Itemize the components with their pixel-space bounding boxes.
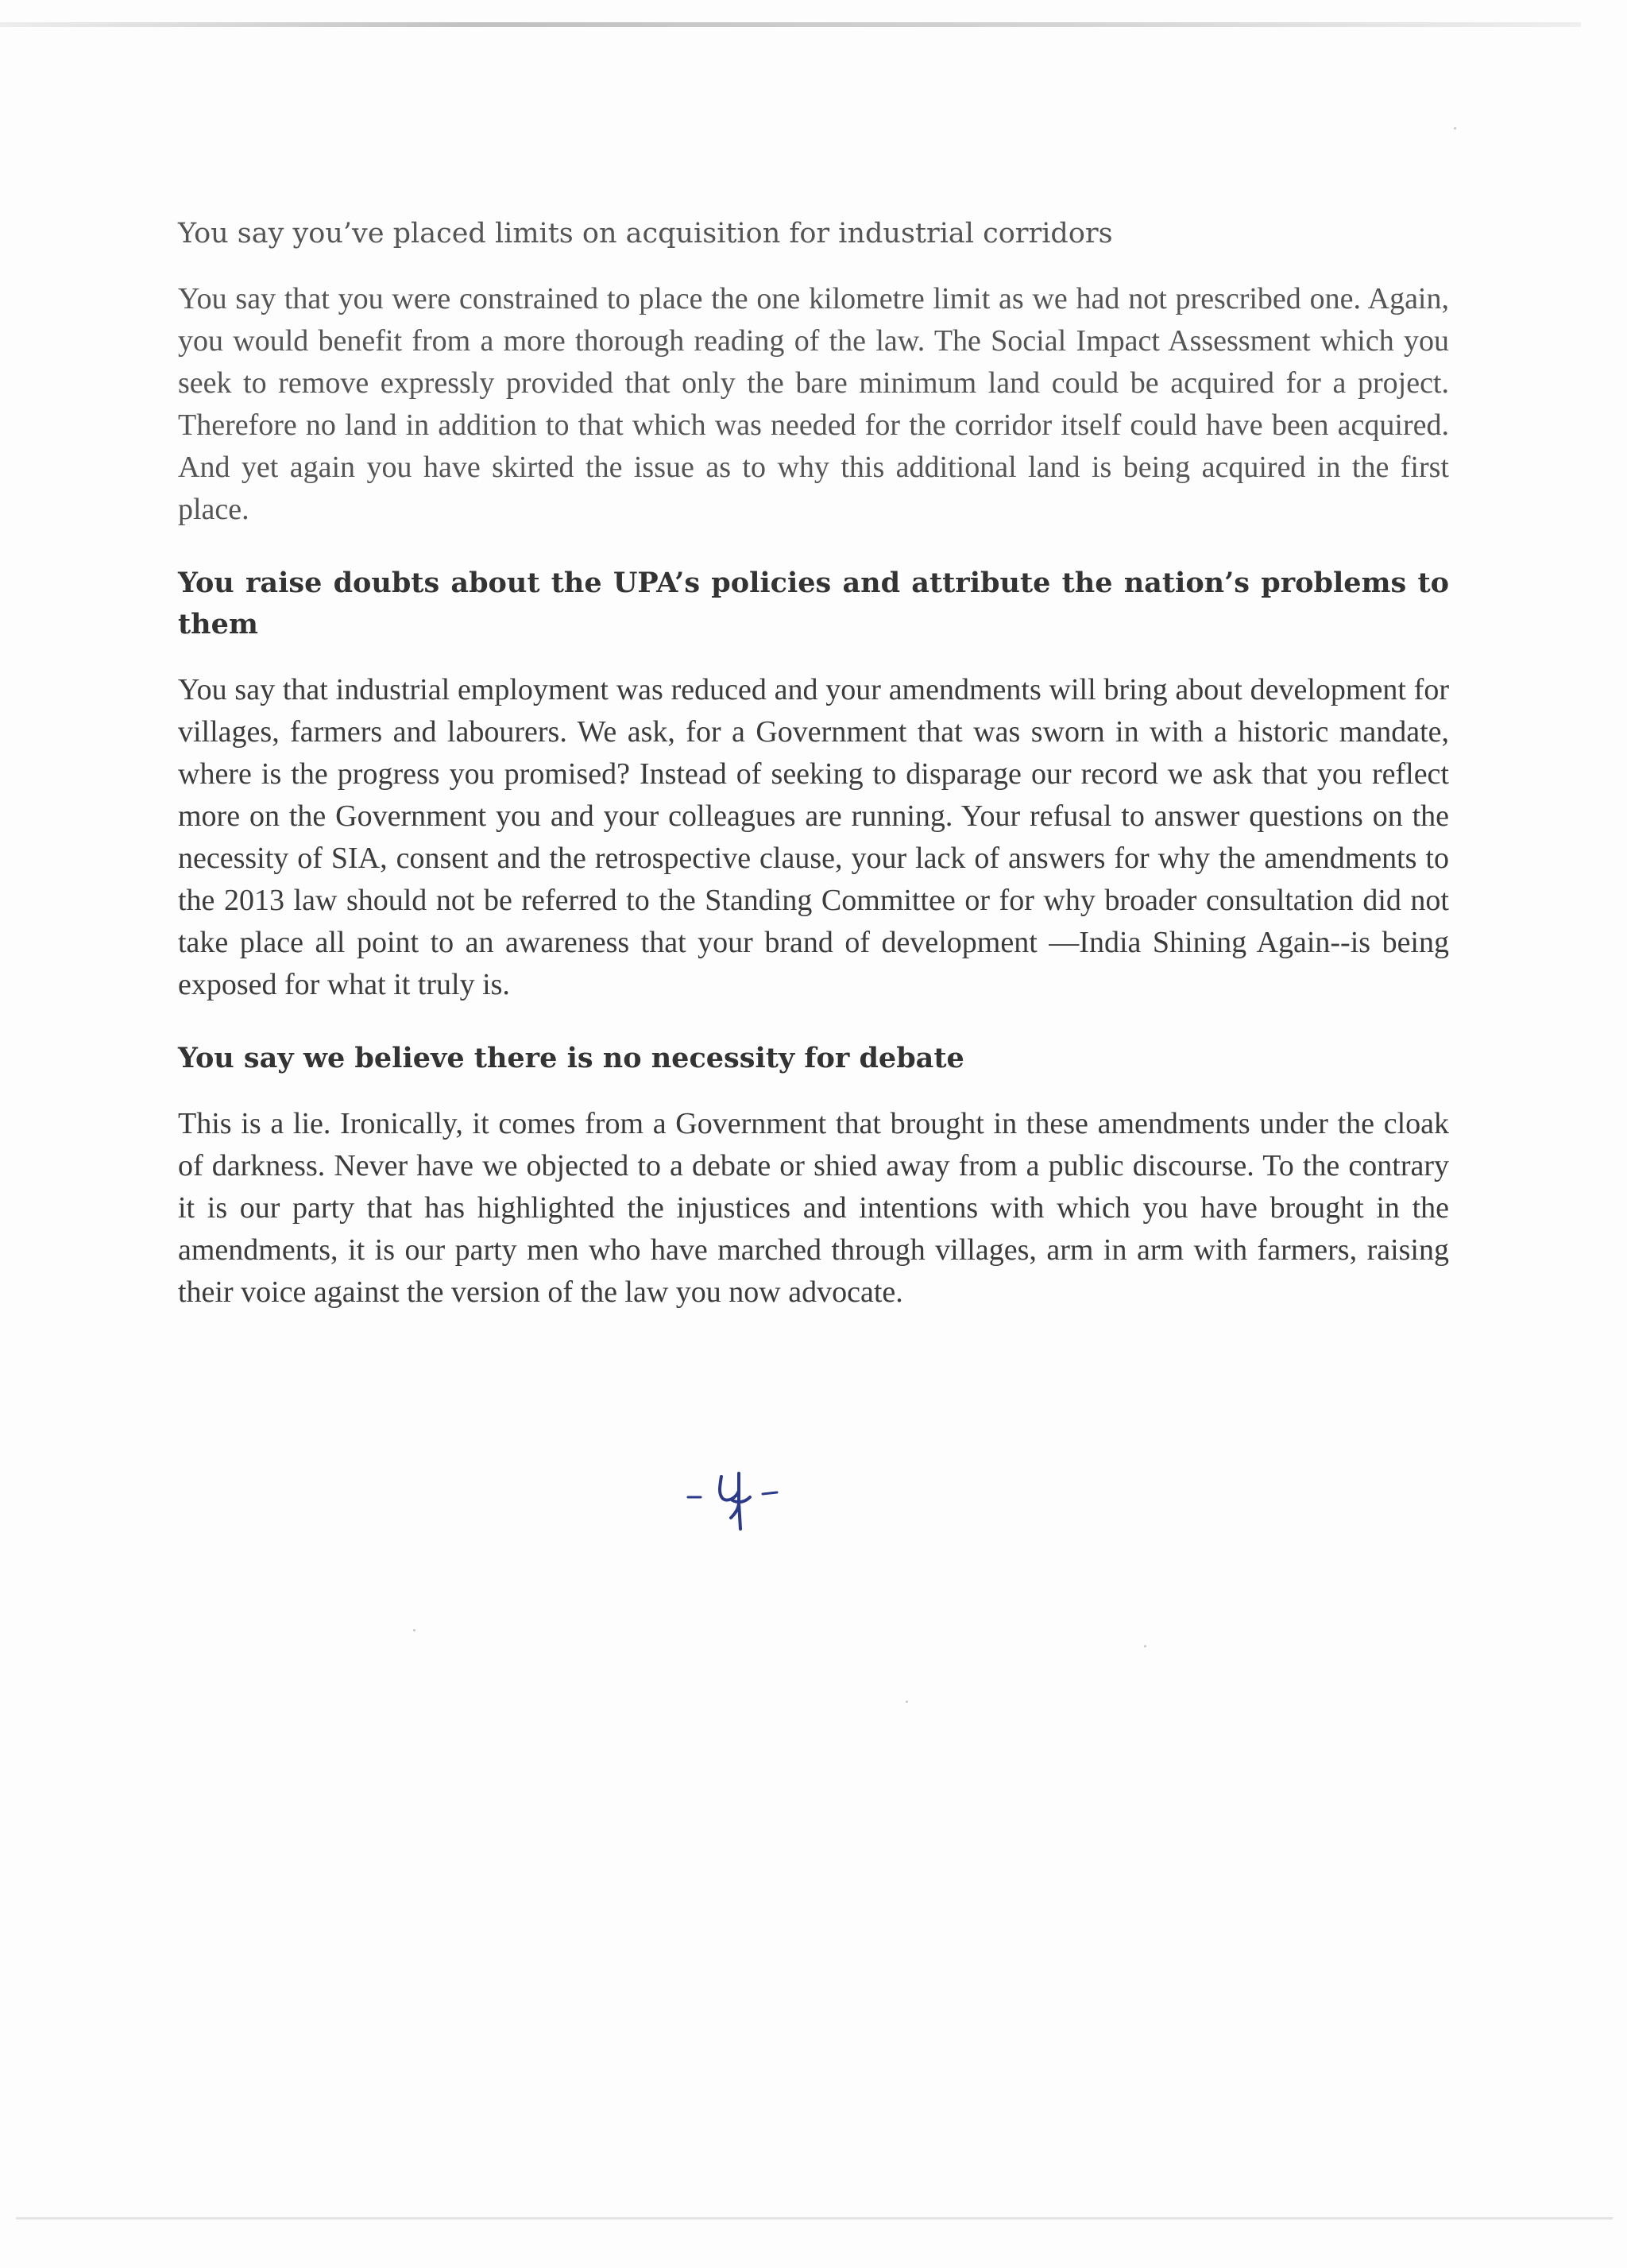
section-paragraph: You say that you were constrained to place the one kilometre limit as we had not prescribed one. Again, you would benefit from a more thorough reading of the law. The Social Impact Assessment which you seek to remove expressly provided that only the bare minimum land could be acquired for a project. Therefore no land in addition to that which was needed for the corridor itself could have been acquired. And yet again you have skirted the issue as to why this additional land is being acquired in the first place. [178,282,1449,526]
scan-edge-top [0,22,1581,27]
section-paragraph: This is a lie. Ironically, it comes from a Government that brought in these amendments under the cloak of darkness. Never have we objected to a debate or shied away from a public discourse. To the contrary it is our party that has highlighted the injustices and intentions with which you have brought in the amendments, it is our party men who have marched through villages, arm in arm with farmers, raising their voice against the version of the law you now advocate. [178,1107,1449,1309]
scan-speck [1454,127,1456,130]
section-heading: You say we believe there is no necessity for debate [178,1042,964,1074]
section-debate [178,1038,1449,1314]
scan-speck [906,1701,908,1703]
section-corridors [178,213,1449,531]
scan-speck [1144,1645,1146,1647]
scan-speck [413,1629,415,1631]
section-upa-policies [178,563,1449,1006]
handwritten-page-number [683,1462,794,1534]
scan-edge-bottom [16,2217,1613,2220]
letter-body [178,213,1449,1345]
section-heading: You raise doubts about the UPA’s policies and attribute the nation’s problems to them [178,567,1449,641]
section-paragraph: You say that industrial employment was reduced and your amendments will bring about development for villages, farmers and labourers. We ask, for a Government that was sworn in with a historic mandate, where is the progress you promised? Instead of seeking to disparage our record we ask that you reflect more on the Government you and your colleagues are running. Your refusal to answer questions on the necessity of SIA, consent and the retrospective clause, your lack of answers for why the amendments to the 2013 law should not be referred to the Standing Committee or for why broader consultation did not take place all point to an awareness that your brand of development —India Shining Again--is being exposed for what it truly is. [178,673,1449,1001]
section-heading: You say you’ve placed limits on acquisition for industrial corridors [178,218,1113,250]
